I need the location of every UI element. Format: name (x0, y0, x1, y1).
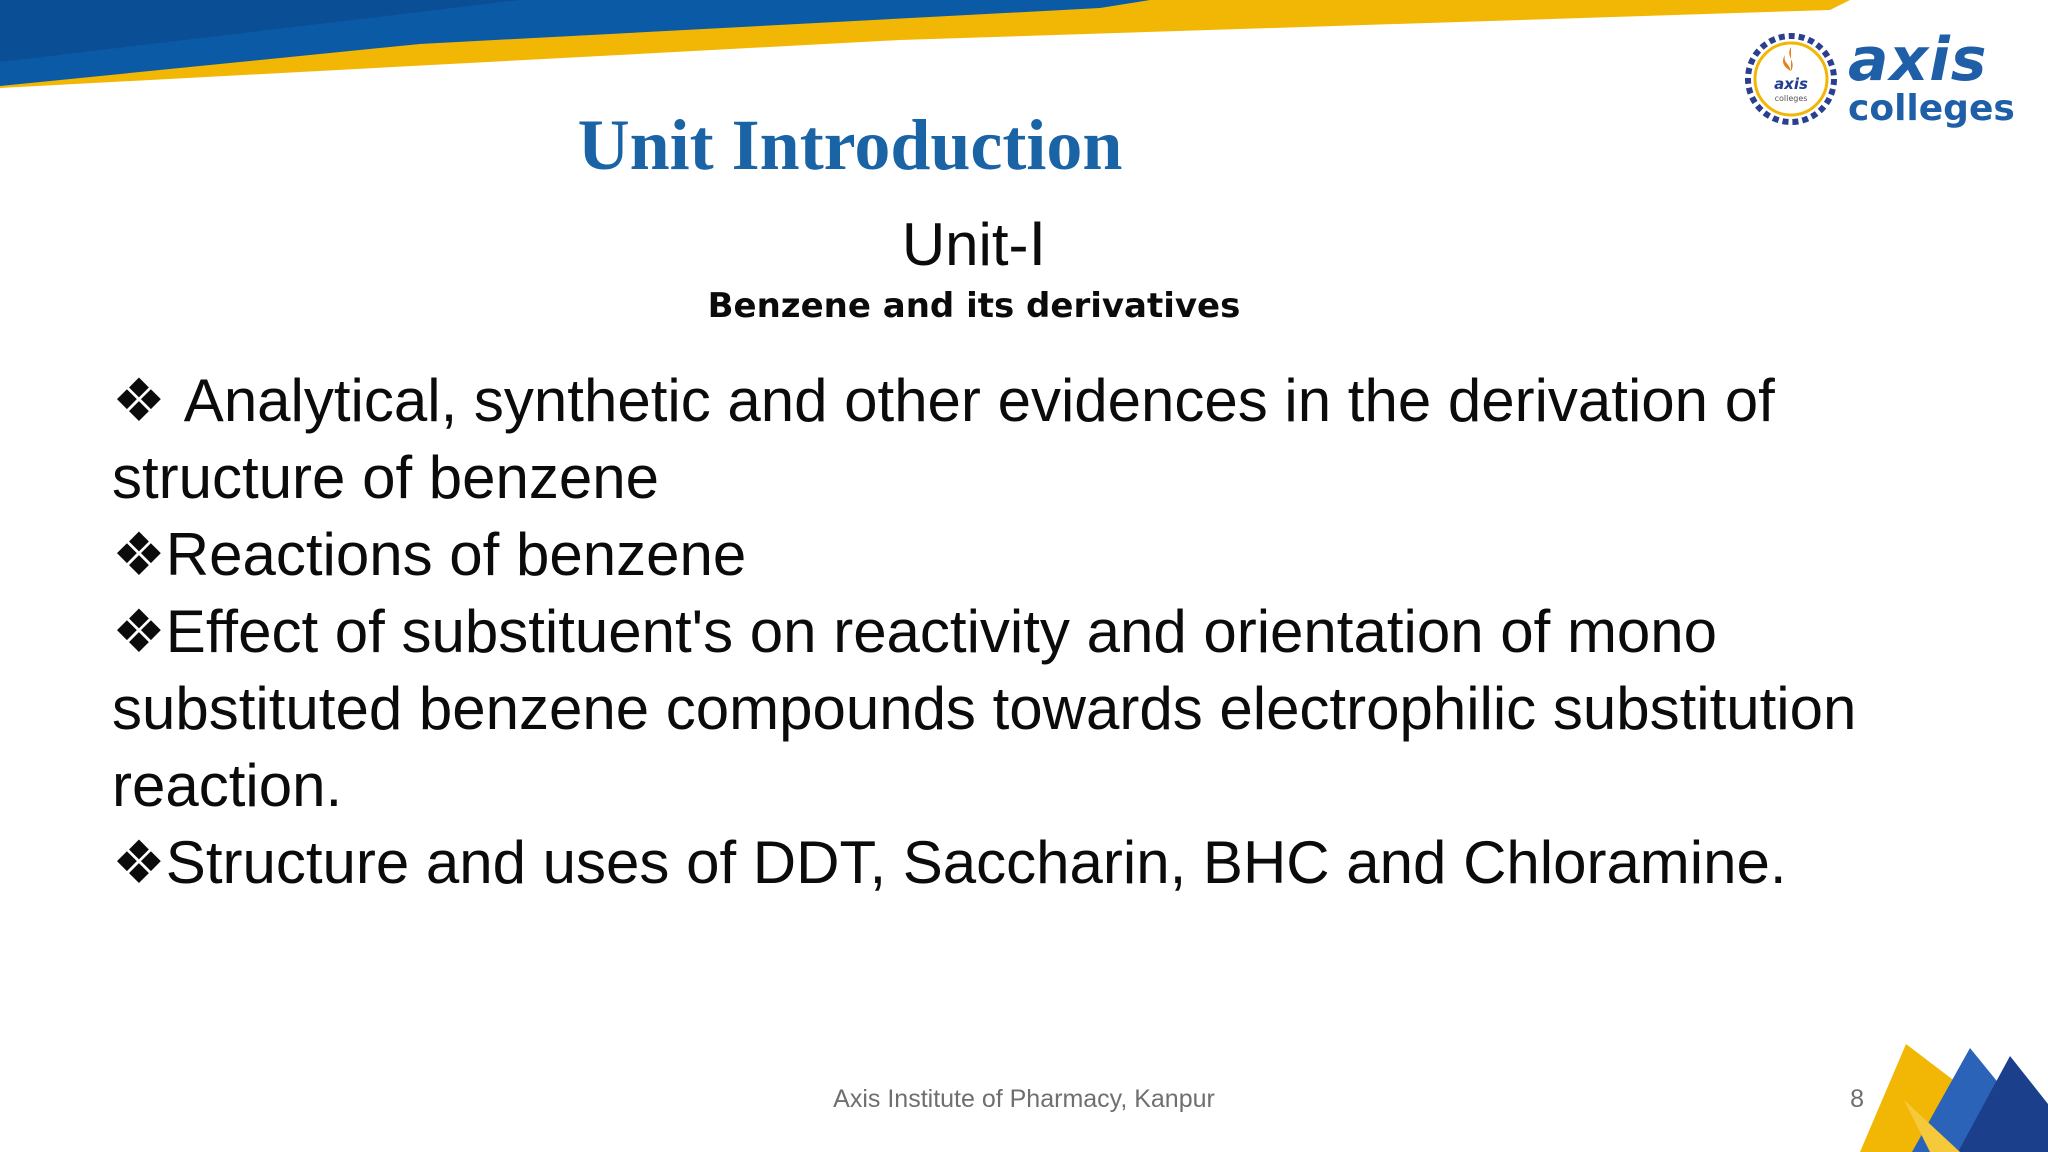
corner-decoration (1860, 1040, 2048, 1152)
bullet-text: Structure and uses of DDT, Saccharin, BHC and Chloramine. (165, 829, 1787, 896)
bullet-text: Effect of substituent's on reactivity and orientation of mono substituted benzene compounds towards electrophilic substitution reaction. (112, 598, 1857, 819)
logo-badge-icon (1745, 33, 1837, 125)
bullet-item (112, 362, 1912, 516)
unit-label: Unit-Ⅰ (901, 211, 1047, 278)
logo-badge-subtext: colleges (1774, 94, 1808, 103)
axis-colleges-logo (1740, 25, 2020, 138)
diamond-bullet-icon: ❖ (112, 521, 166, 588)
bullet-list (112, 362, 1912, 901)
bullet-item (112, 516, 1912, 593)
bullet-text: Analytical, synthetic and other evidences in the derivation of structure of benzene (112, 367, 1775, 511)
unit-subtitle: Benzene and its derivatives (707, 286, 1241, 326)
logo-badge-text: axis (1774, 75, 1808, 93)
slide-title: Unit Introduction (577, 105, 1123, 185)
diamond-bullet-icon: ❖ (112, 367, 166, 434)
bullet-item (112, 824, 1912, 901)
logo-word-main: axis (1848, 25, 1988, 95)
page-number: 8 (1850, 1085, 1864, 1113)
bullet-item (112, 593, 1912, 824)
diamond-bullet-icon: ❖ (112, 598, 166, 665)
footer-institute: Axis Institute of Pharmacy, Kanpur (833, 1085, 1215, 1113)
logo-word-sub: colleges (1848, 88, 2015, 129)
bullet-text: Reactions of benzene (165, 521, 747, 588)
diamond-bullet-icon: ❖ (112, 829, 166, 896)
